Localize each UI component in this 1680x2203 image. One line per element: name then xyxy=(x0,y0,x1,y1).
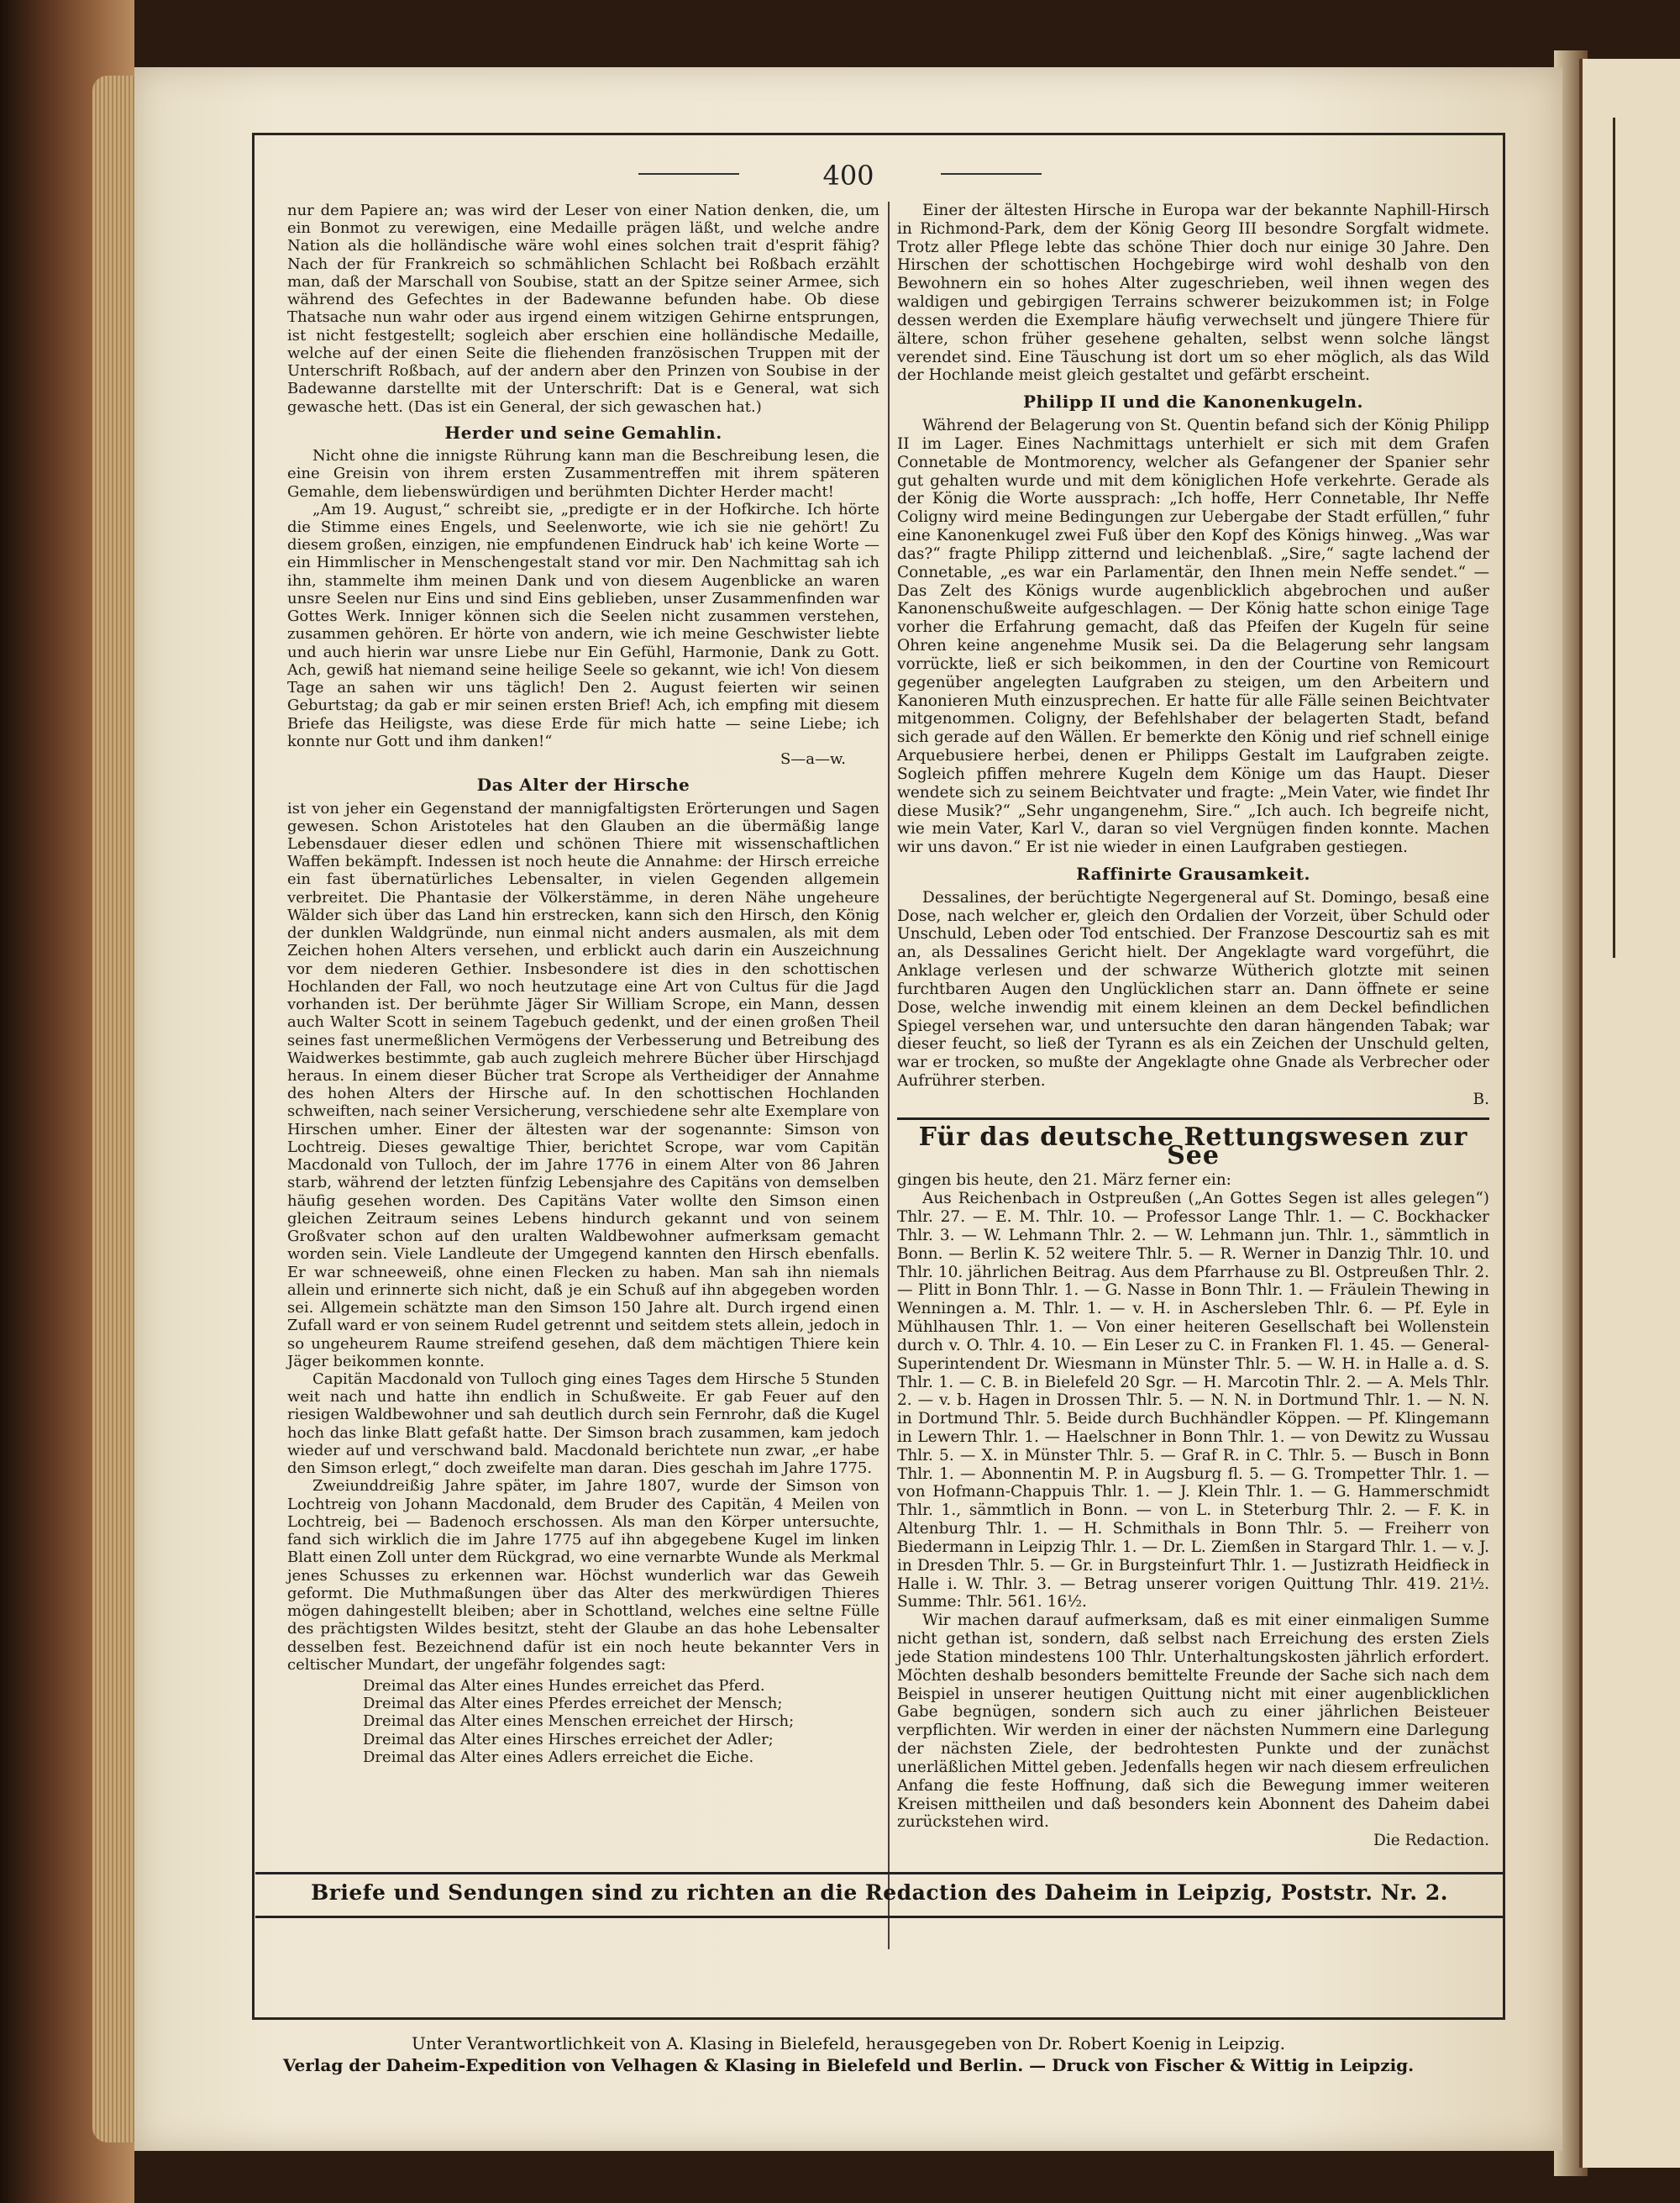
correspondence-banner: Briefe und Sendungen sind zu richten an die Redaction des Daheim in Leipzig, Poststr. Nr. 2. xyxy=(311,1880,1448,1905)
grausamkeit-paragraph: Dessalines, der berüchtigte Negergeneral auf St. Domingo, besaß eine Dose, nach welcher er, gleich den Ordalien der Vorzeit, über Schuld oder Unschuld, Leben oder Tod entschied. Der Franzose Descourtiz sah es mit an, als Dessalines Gericht hielt. Der Angeklagte ward vorgeführt, die Anklage verlesen und der schwarze Wütherich glotzte mit seinen furchtbaren Augen den Unglücklichen starr an. Dann öffnete er seine Dose, welche inwendig mit einem kleinen an dem Deckel befindlichen Spiegel versehen war, und untersuchte den daran hängenden Tabak; war dieser feucht, so ließ der Tyrann es als ein Zeichen der Unschuld gelten, war er trocken, so mußte der Angeklagte ohne Gnade als Verbrecher oder Aufrührer sterben. xyxy=(897,888,1489,1091)
philipp-paragraph: Während der Belagerung von St. Quentin befand sich der König Philipp II im Lager. Eines Nachmittags unterhielt er sich mit dem Grafen Connetable de Montmorency, welcher als Gefangener der Spanier sehr gut gehalten wurde und mit dem königlichen Hofe verkehrte. Gerade als der König die Worte aussprach: „Ich hoffe, Herr Connetable, Ihr Neffe Coligny wird meine Bedingungen zur Uebergabe der Stadt erfüllen,“ fuhr eine Kanonenkugel zwei Fuß über den Kopf des Königs hinweg. „Was war das?“ fragte Philipp zitternd und leichenblaß. „Sire,“ sagte lachend der Connetable, „es war ein Parlamentär, den Ihnen mein Neffe sendet.“ — Das Zelt des Königs wurde augenblicklich abgebrochen und außer Kanonenschußweite aufgeschlagen. — Der König hatte schon einige Tage vorher die Erfahrung gemacht, daß das Pfeifen der Kugeln für seine Ohren keine angenehme Musik sei. Da die Belagerung sehr langsam vorrückte, ließ er sich beikommen, in den der Courtine von Remicourt gegenüber angelegten Laufgraben zu steigen, um den Arbeitern und Kanonieren Muth einzusprechen. Er hatte für alle Fälle seinen Beichtvater mitgenommen. Coligny, der Befehlshaber der belagerten Stadt, befand sich gerade auf den Wällen. Er bemerkte den König und rief schnell einige Arquebusiere herbei, denen er Philipps Gestalt im Laufgraben zeigte. Sogleich pfiffen mehrere Kugeln dem Könige um das Haupt. Dieser wendete sich zu seinem Beichtvater und fragte: „Mein Vater, wie findet Ihr diese Musik?“ „Sehr ungangenehm, Sire.“ „Ich auch. Ich begreife nicht, wie mein Vater, Karl V., daran so viel Vergnügen finden konnte. Machen wir uns davon.“ Er ist nie wieder in einen Laufgraben gestiegen. xyxy=(897,417,1489,857)
donation-list: Aus Reichenbach in Ostpreußen („An Gottes Segen ist alles gelegen“) Thlr. 27. — E. M. Thlr. 10. — Professor Lange Thlr. 1. — C. Bockhacker Thlr. 3. — W. Lehmann Thlr. 2. — W. Lehmann jun. Thlr. 1., sämmtlich in Bonn. — Berlin K. 52 weitere Thlr. 5. — R. Werner in Danzig Thlr. 10. und Thlr. 10. jährlichen Beitrag. Aus dem Pfarrhause zu Bl. Ostpreußen Thlr. 2. — Plitt in Bonn Thlr. 1. — G. Nasse in Bonn Thlr. 1. — Fräulein Thewing in Wenningen a. M. Thlr. 1. — v. H. in Aschersleben Thlr. 6. — Pf. Eyle in Mühlhausen Thlr. 1. — Von einer heiteren Gesellschaft bei Wollenstein durch v. O. Thlr. 4. 10. — Ein Leser zu C. in Franken Fl. 1. 45. — General-Superintendent Dr. Wiesmann in Münster Thlr. 5. — W. H. in Halle a. d. S. Thlr. 1. — C. B. in Bielefeld 20 Sgr. — H. Marcotin Thlr. 2. — A. Mels Thlr. 2. — v. b. Hagen in Drossen Thlr. 5. — N. N. in Dortmund Thlr. 1. — N. N. in Dortmund Thlr. 5. Beide durch Buchhändler Köppen. — Pf. Klingemann in Lewern Thlr. 1. — Haelschner in Bonn Thlr. 1. — von Dewitz zu Wussau Thlr. 5. — X. in Münster Thlr. 5. — Graf R. in C. Thlr. 5. — Busch in Bonn Thlr. 1. — Abonnentin M. P. in Augsburg fl. 5. — G. Trompetter Thlr. 1. — von Hofmann-Chappuis Thlr. 1. — J. Klein Thlr. 1. — G. Hammerschmidt Thlr. 1., sämmtlich in Bonn. — von L. in Steterburg Thlr. 2. — F. K. in Altenburg Thlr. 1. — H. Schmithals in Bonn Thlr. 5. — Freiherr von Biedermann in Leipzig Thlr. 1. — Dr. L. Ziemßen in Stargard Thlr. 1. — v. J. in Dresden Thlr. 5. — Gr. in Burgsteinfurt Thlr. 1. — Justizrath Heidfieck in Halle i. W. Thlr. 3. — Betrag unserer vorigen Quittung Thlr. 419. 21½. Summe: Thlr. 561. 16½. xyxy=(897,1190,1489,1612)
herder-paragraph-2: „Am 19. August,“ schreibt sie, „predigte er in der Hofkirche. Ich hörte die Stimme eines Engels, und Seelenworte, wie ich sie nie gehört! Zu diesem großen, einzigen, nie empfundenen Eindruck hab' ich keine Worte — ein Himmlischer in Menschengestalt stand vor mir. Den Nachmittag sah ich ihn, stammelte ihm meinen Dank und von diesem Augenblicke an waren unsre Seelen nur Eins und sind Eins geblieben, unser Zusammenfinden war Gottes Werk. Inniger können sich die Seelen nicht zusammen verstehen, zusammen gehören. Er hörte von andern, wie ich meine Geschwister liebte und auch hierin war unsre Liebe nur Ein Gefühl, Harmonie, Dank zu Gott. Ach, gewiß hat niemand seine heilige Seele so gekannt, wie ich! Von diesem Tage an sahen wir uns täglich! Den 2. August feierten wir seinen Geburtstag; da gab er mir seinen ersten Brief! Ach, ich empfing mit diesem Briefe das Heiligste, was diese Erde für mich hatte — seine Liebe; ich konnte nur Gott und ihm danken!“ xyxy=(287,500,879,750)
rettung-heading: Für das deutsche Rettungswesen zur See xyxy=(918,1122,1468,1170)
herder-signature: S—a—w. xyxy=(780,750,846,769)
page-number-rule-right xyxy=(941,173,1042,175)
rettung-intro: gingen bis heute, den 21. März ferner ein: xyxy=(897,1171,1231,1190)
imprint-line-1: Unter Verantwortlichkeit von A. Klasing in Bielefeld, herausgegeben von Dr. Robert Koenig in Leipzig. xyxy=(411,2033,1286,2053)
herder-heading: Herder und seine Gemahlin. xyxy=(444,422,722,443)
grausamkeit-signature: B. xyxy=(1473,1090,1489,1108)
section-rule xyxy=(897,1117,1489,1120)
banner-rule-bottom xyxy=(255,1916,1504,1918)
redaction-signature: Die Redaction. xyxy=(1373,1832,1489,1850)
verse-line: Dreimal das Alter eines Hirsches erreichet der Adler; xyxy=(363,1730,774,1748)
herder-paragraph-1: Nicht ohne die innigste Rührung kann man die Beschreibung lesen, die eine Greisin von ihrem ersten Zusammentreffen mit ihrem späteren Gemahle, dem liebenswürdigen und berühmten Dichter Herder macht! xyxy=(287,447,879,501)
verse-line: Dreimal das Alter eines Hundes erreichet das Pferd. xyxy=(363,1676,765,1695)
grausamkeit-heading: Raffinirte Grausamkeit. xyxy=(1076,863,1310,884)
right-column xyxy=(897,202,1489,1850)
verse-line: Dreimal das Alter eines Adlers erreichet die Eiche. xyxy=(363,1748,754,1766)
hirsch-heading: Das Alter der Hirsche xyxy=(476,775,690,796)
imprint-line-2: Verlag der Daheim-Expedition von Velhagen & Klasing in Bielefeld und Berlin. — Druck von Fischer & Wittig in Leipzig. xyxy=(282,2055,1415,2075)
verse-line: Dreimal das Alter eines Menschen erreichet der Hirsch; xyxy=(363,1712,795,1731)
philipp-heading: Philipp II und die Kanonenkugeln. xyxy=(1022,392,1363,413)
page-number: 400 xyxy=(822,160,874,192)
column-divider xyxy=(888,202,890,1949)
left-column xyxy=(287,202,879,1769)
newspaper-page xyxy=(134,67,1562,2151)
facing-page-illustration xyxy=(1613,118,1666,958)
verse-line: Dreimal das Alter eines Pferdes erreichet der Mensch; xyxy=(363,1695,783,1713)
naphill-paragraph: Einer der ältesten Hirsche in Europa war der bekannte Naphill-Hirsch in Richmond-Park, dem der König Georg III besondre Sorgfalt widmete. Trotz aller Pflege lebte das schöne Thier doch nur einige 30 Jahre. Den Hirschen der schottischen Hochgebirge wird wohl deshalb von den Bewohnern ein so hohes Alter zugeschrieben, weil ihnen wegen des waldigen und gebirgigen Terrains schwerer beizukommen ist; in Folge dessen werden die Exemplare häufig verwechselt und jüngere Thiere für ältere, schon früher gesehene gehalten, selbst wenn solche längst verendet sind. Eine Täuschung ist dort um so eher möglich, als das Wild der Hochlande meist gleich gestaltet und gefärbt erscheint. xyxy=(897,202,1489,385)
intro-paragraph: nur dem Papiere an; was wird der Leser von einer Nation denken, die, um ein Bonmot zu verewigen, eine Medaille prägen läßt, und welche andre Nation als die holländische wäre wohl eines solchen trait d'esprit fähig? Nach der für Frankreich so schmählichen Schlacht bei Roßbach erzählt man, daß der Marschall von Soubise, statt an der Spitze seiner Armee, sich während des Gefechtes in der Badewanne befunden habe. Ob diese Thatsache nun wahr oder aus irgend einem witzigen Gehirne entsprungen, ist nicht festgestellt; sogleich aber erschien eine holländische Medaille, welche auf der einen Seite die fliehenden französischen Truppen mit der Unterschrift Roßbach, auf der andern aber den Prinzen von Soubise in der Badewanne darstellte mit der Unterschrift: Dat is e General, wat sich gewasche hett. (Das ist ein General, der sich gewaschen hat.) xyxy=(287,202,879,416)
rettung-paragraph: Wir machen darauf aufmerksam, daß es mit einer einmaligen Summe nicht gethan ist, sondern, daß selbst nach Erreichung des ersten Ziels jede Station mindestens 100 Thlr. Unterhaltungskosten jährlich erfordert. Möchten deshalb besonders bemittelte Freunde der Sache sich nach dem Beispiel in unserer heutigen Quittung nicht mit einer augenblicklichen Gabe begnügen, sondern sich auch zu einer jährlichen Beisteuer verpflichten. Wir werden in einer der nächsten Nummern eine Darlegung der nächsten Ziele, der bedrohtesten Punkte und der zunächst unerläßlichen Mittel geben. Jedenfalls hegen wir nach diesem erfreulichen Anfang die feste Hoffnung, daß sich die Bewegung immer weiteren Kreisen mittheilen und daß besonders kein Abonnent des Daheim dabei zurückstehen wird. xyxy=(897,1612,1489,1832)
banner-rule-top xyxy=(255,1872,1504,1874)
celtic-verse xyxy=(363,1677,879,1766)
hirsch-paragraph-1: ist von jeher ein Gegenstand der mannigfaltigsten Erörterungen und Sagen gewesen. Schon Aristoteles hat den Glauben an die übermäßig lange Lebensdauer dieser edlen und schönen Thiere mit wissenschaftlichen Waffen bekämpft. Indessen ist noch heute die Annahme: der Hirsch erreiche ein fast übernatürliches Lebensalter, in vielen Gegenden allgemein verbreitet. Die Phantasie der Völkerstämme, in deren Nähe ungeheure Wälder sich über das Land hin erstrecken, kann sich den Hirsch, den König der dunklen Waldgründe, nun einmal nicht anders ausmalen, als mit dem Zeichen hohen Alters versehen, und erblickt auch darin ein Auszeichnung vor dem niederen Gethier. Insbesondere ist dies in den schottischen Hochlanden der Fall, wo noch heutzutage eine Art von Cultus für die Jagd vorhanden ist. Der berühmte Jäger Sir William Scrope, ein Mann, dessen auch Walter Scott in seinem Tagebuch gedenkt, und der einen großen Theil seines fast unermeßlichen Vermögens der Verbesserung und Betreibung des Waidwerkes bestimmte, gab auch zugleich mehrere Bücher über Hirschjagd heraus. In einem dieser Bücher trat Scrope als Vertheidiger der Annahme des hohen Alters der Hirsche auf. In den schottischen Hochlanden schweiften, nach seiner Versicherung, verschiedene sehr alte Exemplare von Hirschen umher. Einer der ältesten war der sogenannte: Simson von Lochtreig. Dieses gewaltige Thier, berichtet Scrope, war vom Capitän Macdonald von Tulloch, der im Jahre 1776 in einem Alter von 86 Jahren starb, während der letzten fünfzig Lebensjahre des Capitäns von demselben häufig gesehen worden. Des Capitäns Vater wollte den Simson einen gleichen Zeitraum seines Lebens hindurch gekannt und von seinem Großvater schon auf den uralten Waldbewohner aufmerksam gemacht worden sein. Viele Landleute der Umgegend kannten den Hirsch ebenfalls. Er war schneeweiß, ohne einen Flecken zu haben. Man sah ihn niemals allein und erinnerte sich nicht, daß je ein Schuß auf ihn abgegeben worden sei. Allgemein schätzte man den Simson 150 Jahre alt. Durch irgend einen Zufall ward er von seinem Rudel getrennt und seitdem stets allein, jedoch in so ungeheurem Raume streifend gesehen, daß dem mächtigen Thiere kein Jäger beikommen konnte. xyxy=(287,799,879,1370)
hirsch-paragraph-2: Capitän Macdonald von Tulloch ging eines Tages dem Hirsche 5 Stunden weit nach und hatte ihn endlich in Schußweite. Er gab Feuer auf den riesigen Waldbewohner und sah deutlich durch sein Fernrohr, daß die Kugel hoch das linke Blatt gefaßt hatte. Der Simson brach zusammen, kam jedoch wieder auf und verschwand bald. Macdonald berichtete nun zwar, „er habe den Simson erlegt,“ doch zweifelte man daran. Dies geschah im Jahre 1775. xyxy=(287,1370,879,1478)
hirsch-paragraph-3: Zweiunddreißig Jahre später, im Jahre 1807, wurde der Simson von Lochtreig von Johann Macdonald, dem Bruder des Capitän, 4 Meilen von Lochtreig, bei — Badenoch erschossen. Als man den Körper untersuchte, fand sich wirklich die im Jahre 1775 auf ihn abgegebene Kugel im linken Blatt einen Zoll unter dem Rückgrad, wo eine vernarbte Wunde als Merkmal jenes Schusses zu erkennen war. Höchst wunderlich war das Geweih geformt. Die Muthmaßungen über das Alter des merkwürdigen Thieres mögen dahingestellt bleiben; aber in Schottland, welches eine seltne Fülle des prächtigsten Wildes besitzt, steht der Glaube an das hohe Lebensalter desselben fest. Bezeichnend dafür ist ein noch heute bekannter Vers in celtischer Mundart, der ungefähr folgendes sagt: xyxy=(287,1477,879,1674)
